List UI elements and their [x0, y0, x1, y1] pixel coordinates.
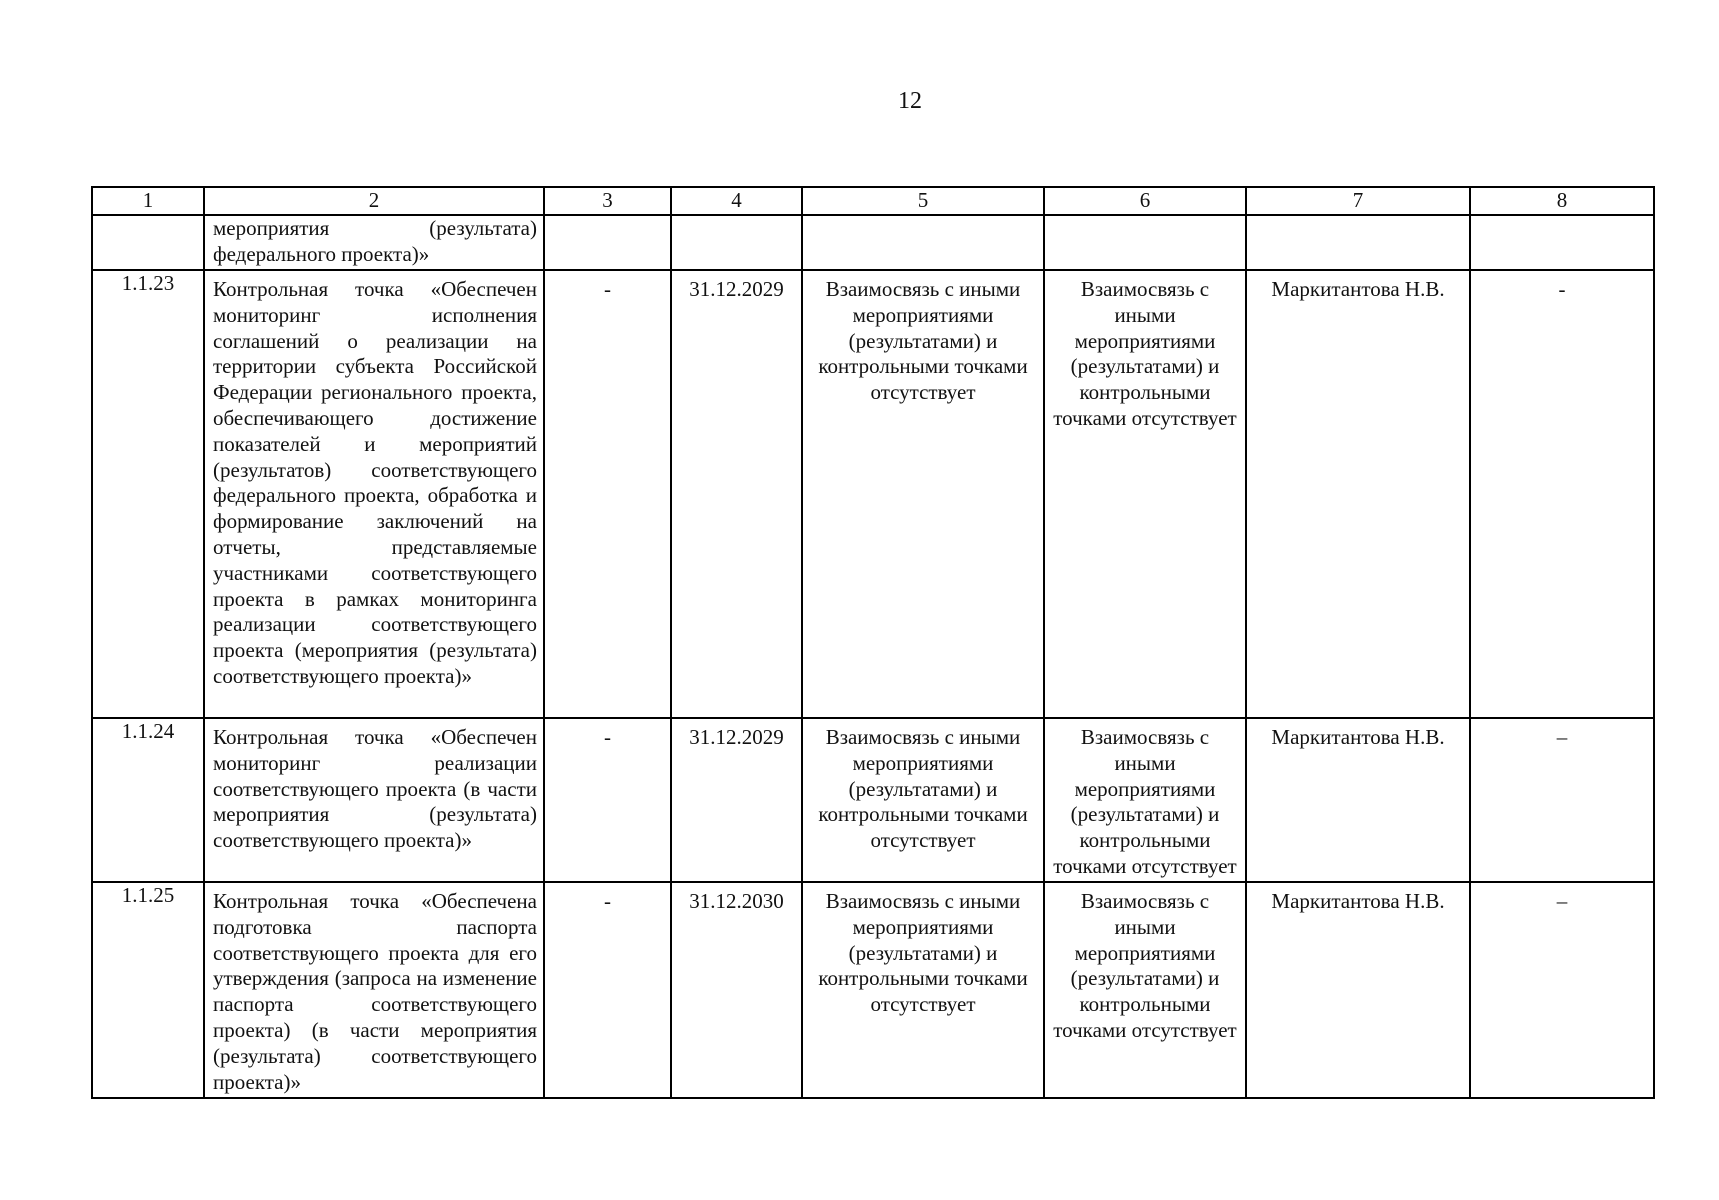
- row-col3: -: [544, 718, 671, 882]
- row-number: 1.1.25: [92, 882, 204, 1098]
- cell-empty: [1470, 215, 1654, 270]
- row-description: Контрольная точка «Обеспечен мониторинг реализации соответствующего проекта (в части мероприятия (результата) соответствующего проекта)»: [204, 718, 544, 882]
- table-header-row: [92, 187, 1654, 215]
- cell-empty: [802, 215, 1044, 270]
- row-description: Контрольная точка «Обеспечен мониторинг исполнения соглашений о реализации на территории субъекта Российской Федерации регионального проекта, обеспечивающего достижение показателей и мероприятий (результатов) соответствующего федерального проекта, обработка и формирование заключений на отчеты, представляемые участниками соответствующего проекта в рамках мониторинга реализации соответствующего проекта (мероприятия (результата) соответствующего проекта)»: [204, 270, 544, 718]
- column-header: 2: [204, 187, 544, 215]
- table-row-continuation: [92, 215, 1654, 270]
- cell-empty: [671, 215, 802, 270]
- row-col8: -: [1470, 270, 1654, 718]
- row-date: 31.12.2030: [671, 882, 802, 1098]
- row-relation-activities: Взаимосвязь с иными мероприятиями (результатами) и контрольными точками отсутствует: [802, 270, 1044, 718]
- row-date: 31.12.2029: [671, 718, 802, 882]
- row-number: 1.1.24: [92, 718, 204, 882]
- row-relation-checkpoints: Взаимосвязь с иными мероприятиями (результатами) и контрольными точками отсутствует: [1044, 270, 1246, 718]
- column-header: 5: [802, 187, 1044, 215]
- cell-empty: [1246, 215, 1470, 270]
- row-col3: -: [544, 270, 671, 718]
- table-row: [92, 882, 1654, 1098]
- row-relation-activities: Взаимосвязь с иными мероприятиями (результатами) и контрольными точками отсутствует: [802, 718, 1044, 882]
- page-number: 12: [898, 88, 922, 114]
- cell-empty: [544, 215, 671, 270]
- row-description: Контрольная точка «Обеспечена подготовка паспорта соответствующего проекта для его утверждения (запроса на изменение паспорта соответствующего проекта) (в части мероприятия (результата) соответствующего проекта)»: [204, 882, 544, 1098]
- continuation-text: мероприятия (результата) федерального проекта)»: [204, 215, 544, 270]
- column-header: 7: [1246, 187, 1470, 215]
- activities-table: [91, 186, 1655, 1099]
- row-col3: -: [544, 882, 671, 1098]
- row-responsible: Маркитантова Н.В.: [1246, 270, 1470, 718]
- row-responsible: Маркитантова Н.В.: [1246, 718, 1470, 882]
- row-col8: –: [1470, 882, 1654, 1098]
- column-header: 6: [1044, 187, 1246, 215]
- row-relation-activities: Взаимосвязь с иными мероприятиями (результатами) и контрольными точками отсутствует: [802, 882, 1044, 1098]
- cell-empty: [1044, 215, 1246, 270]
- column-header: 3: [544, 187, 671, 215]
- table-row: [92, 270, 1654, 718]
- cell-empty: [92, 215, 204, 270]
- row-relation-checkpoints: Взаимосвязь с иными мероприятиями (результатами) и контрольными точками отсутствует: [1044, 882, 1246, 1098]
- column-header: 1: [92, 187, 204, 215]
- row-responsible: Маркитантова Н.В.: [1246, 882, 1470, 1098]
- row-date: 31.12.2029: [671, 270, 802, 718]
- table-row: [92, 718, 1654, 882]
- row-number: 1.1.23: [92, 270, 204, 718]
- row-col8: –: [1470, 718, 1654, 882]
- column-header: 8: [1470, 187, 1654, 215]
- row-relation-checkpoints: Взаимосвязь с иными мероприятиями (результатами) и контрольными точками отсутствует: [1044, 718, 1246, 882]
- column-header: 4: [671, 187, 802, 215]
